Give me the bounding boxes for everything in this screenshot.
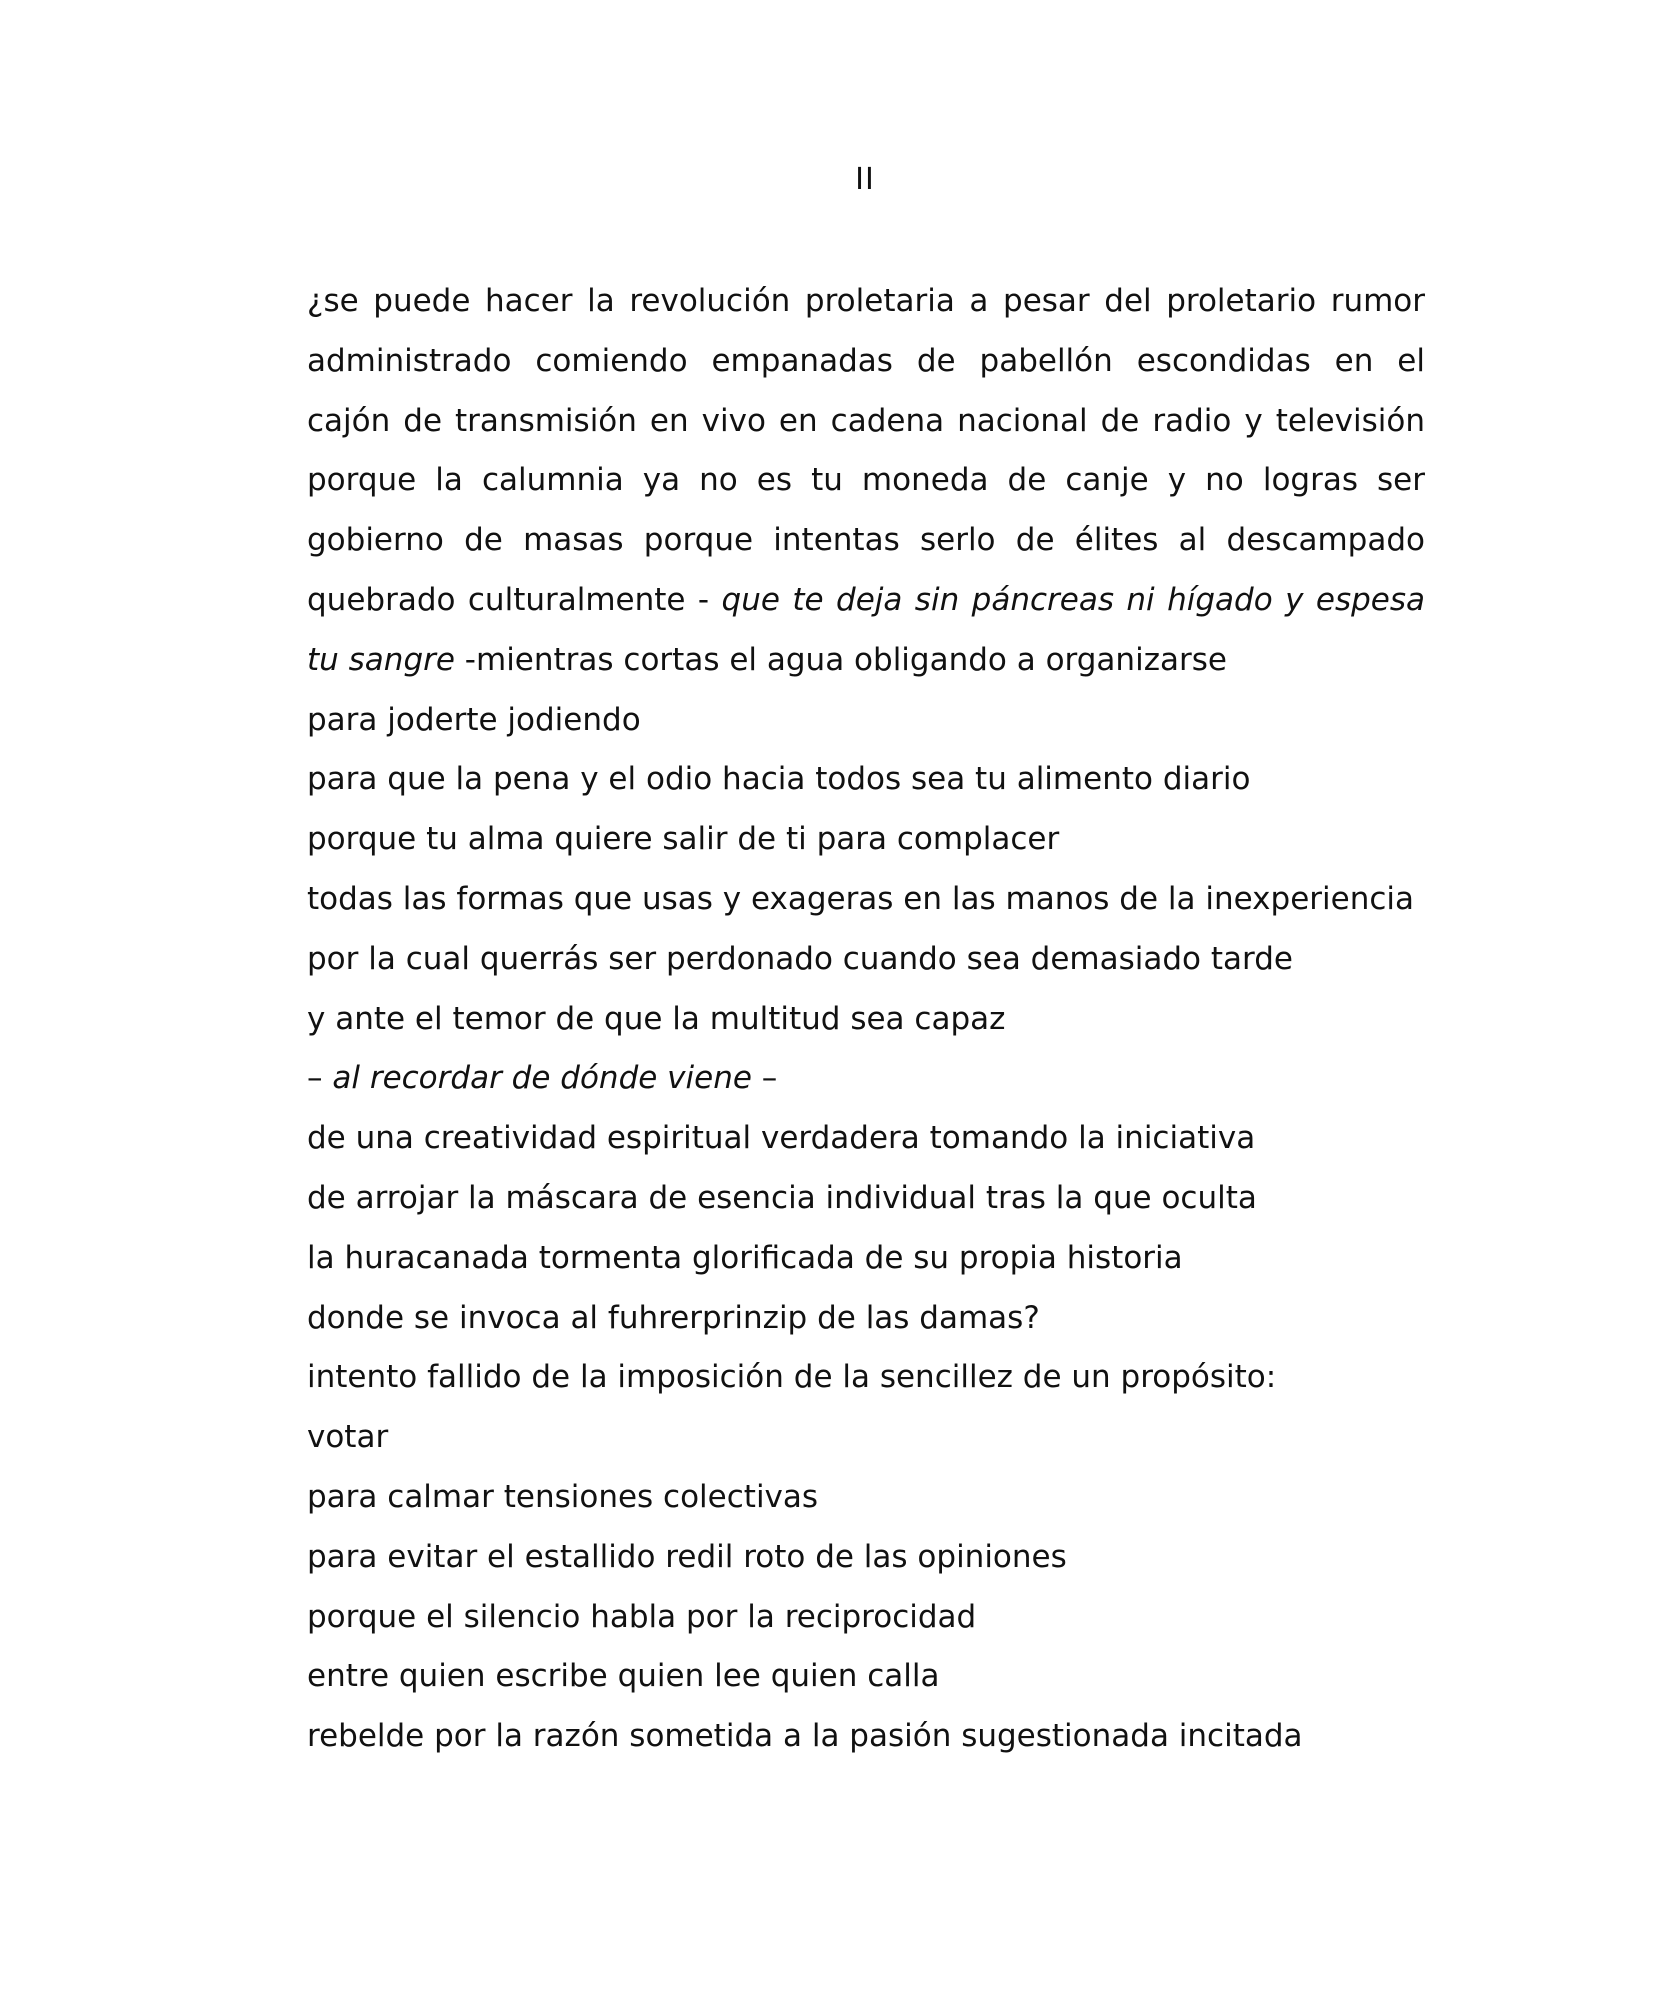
poem-line-segment: – [751, 1060, 778, 1097]
poem-line [307, 990, 1425, 1050]
poem-line-segment: intento fallido de la imposición de la sencillez de un propósito: [307, 1359, 1277, 1396]
poem-line-italic-segment: al recordar de dónde viene [332, 1060, 752, 1097]
poem-line [307, 691, 1425, 751]
poem-line-segment: y ante el temor de que la multitud sea capaz [307, 1000, 1006, 1037]
poem-line [307, 1647, 1425, 1707]
poem-line-segment: de una creatividad espiritual verdadera tomando la iniciativa [307, 1120, 1256, 1157]
section-number: II [855, 162, 875, 197]
poem-line-italic-segment: que te deja sin páncreas ni hígado y espesa [721, 581, 1425, 618]
poem-line-segment: entre quien escribe quien lee quien calla [307, 1658, 940, 1695]
poem-line-segment: de arrojar la máscara de esencia individual tras la que oculta [307, 1179, 1257, 1216]
poem-line [307, 1468, 1425, 1528]
poem-body [307, 272, 1425, 1767]
poem-line-segment: por la cual querrás ser perdonado cuando sea demasiado tarde [307, 940, 1293, 977]
poem-line [307, 511, 1425, 571]
poem-line-segment: para que la pena y el odio hacia todos sea tu alimento diario [307, 761, 1251, 798]
poem-line-segment: porque la calumnia ya no es tu moneda de canje y no logras ser [307, 462, 1425, 499]
poem-line [307, 392, 1425, 452]
poem-line [307, 870, 1425, 930]
poem-line-segment: porque tu alma quiere salir de ti para complacer [307, 821, 1060, 858]
poem-line-segment: todas las formas que usas y exageras en las manos de la inexperiencia [307, 880, 1414, 917]
poem-line [307, 930, 1425, 990]
poem-line-segment: para joderte jodiendo [307, 701, 641, 738]
poem-line [307, 1408, 1425, 1468]
poem-line-segment: para calmar tensiones colectivas [307, 1478, 819, 1515]
poem-line-segment: donde se invoca al fuhrerprinzip de las damas? [307, 1299, 1040, 1336]
poem-line-segment: votar [307, 1419, 389, 1456]
poem-line-segment: quebrado culturalmente - [307, 581, 722, 618]
poem-line-segment: administrado comiendo empanadas de pabellón escondidas en el [307, 342, 1425, 379]
poem-line-segment: ¿se puede hacer la revolución proletaria a pesar del proletario rumor [307, 283, 1425, 319]
poem-line [307, 1348, 1425, 1408]
poem-line [307, 1049, 1425, 1109]
poem-line [307, 1528, 1425, 1588]
poem-line [307, 1109, 1425, 1169]
poem-line-italic-segment: tu sangre [307, 641, 455, 678]
poem-line [307, 1289, 1425, 1349]
poem-line [307, 810, 1425, 870]
poem-line [307, 631, 1425, 691]
poem-line-segment: para evitar el estallido redil roto de las opiniones [307, 1538, 1067, 1575]
poem-line-segment: porque el silencio habla por la reciprocidad [307, 1598, 977, 1635]
poem-line-segment: rebelde por la razón sometida a la pasión sugestionada incitada [307, 1718, 1303, 1755]
poem-line-segment: cajón de transmisión en vivo en cadena nacional de radio y televisión [307, 402, 1425, 439]
poem-line [307, 272, 1425, 332]
poem-line [307, 750, 1425, 810]
poem-line-segment: la huracanada tormenta glorificada de su propia historia [307, 1239, 1183, 1276]
poem-line-segment: -mientras cortas el agua obligando a organizarse [454, 641, 1227, 678]
poem-line [307, 1707, 1425, 1767]
poem-line [307, 332, 1425, 392]
poem-line-segment: gobierno de masas porque intentas serlo de élites al descampado [307, 522, 1425, 559]
poem-line-segment: – [307, 1060, 333, 1097]
poem-line [307, 1229, 1425, 1289]
poem-line [307, 1588, 1425, 1648]
poem-line [307, 571, 1425, 631]
poem-line [307, 1169, 1425, 1229]
poem-line [307, 451, 1425, 511]
